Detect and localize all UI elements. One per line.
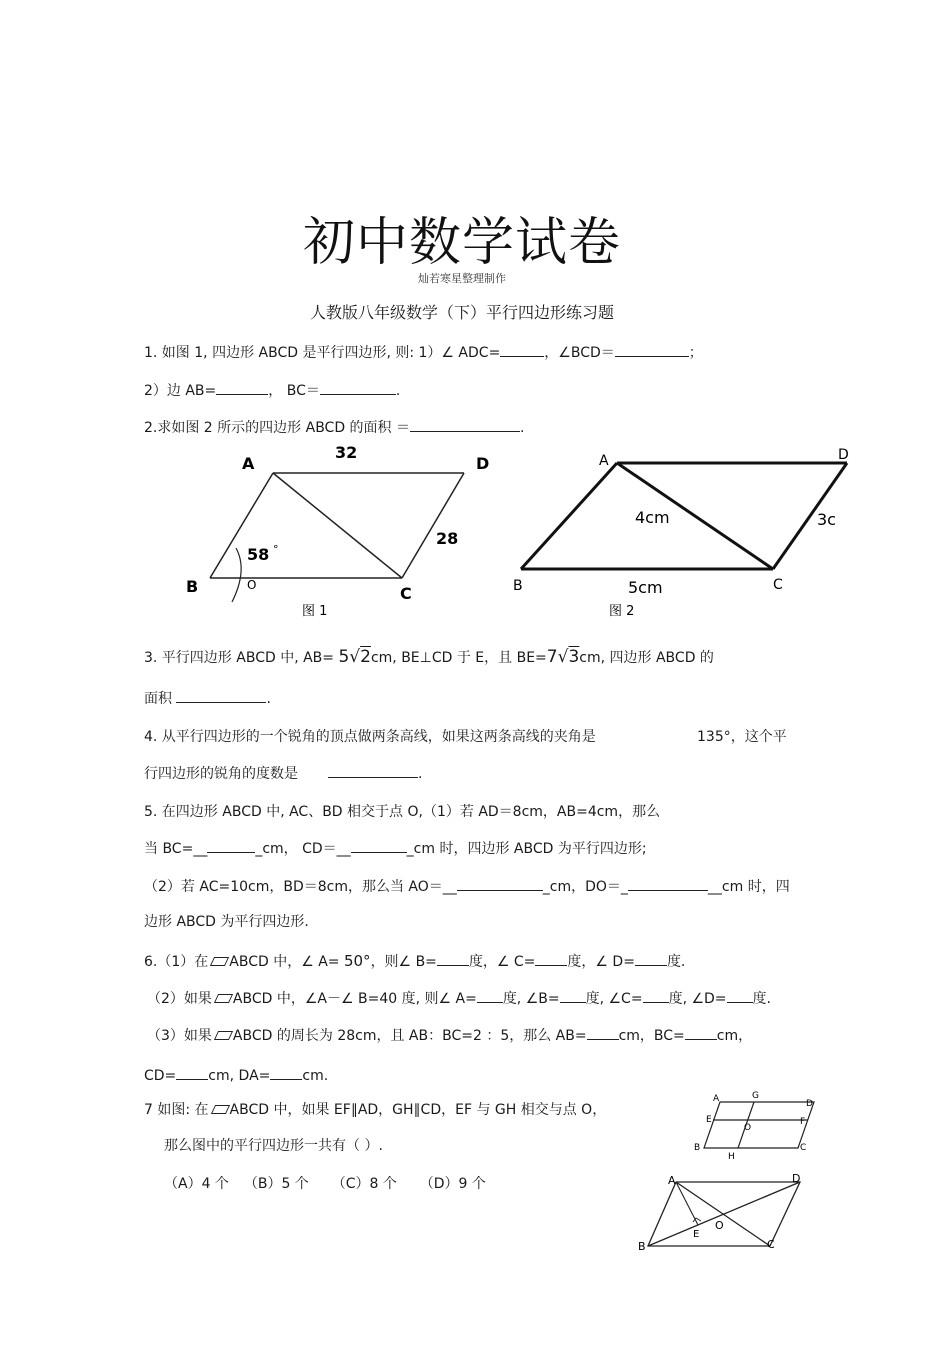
fig4-diagonal-bd — [648, 1182, 800, 1246]
fig1-diagonal-ac — [273, 473, 402, 578]
fig3-label-g: G — [752, 1091, 759, 1101]
fig4-label-a: A — [668, 1174, 676, 1187]
question-6-part-3: （3）如果 ABCD 的周长为 28cm，且 AB：BC=2 ：5，那么 AB= cm，BC= cm， — [147, 1025, 752, 1045]
figure-2 — [505, 444, 865, 626]
question-5-line-2: 当 BC=__ _cm， CD＝__ _cm 时，四边形 ABCD 为平行四边形; — [144, 838, 647, 858]
fig3-label-e: E — [706, 1115, 712, 1125]
blank-p4-da[interactable] — [270, 1065, 302, 1080]
question-1-line-2: 2）边 AB= ， BC＝ . — [144, 380, 400, 400]
option-a[interactable]: （A）4 个 — [164, 1176, 229, 1192]
figure-3 — [688, 1086, 828, 1162]
question-6-part-1: 6.（1）在 ABCD 中，∠ A= 50°，则∠ B= 度，∠ C= 度，∠ D= 度. — [144, 952, 686, 970]
page-title: 初中数学试卷 — [302, 213, 621, 273]
blank-p2-c[interactable] — [643, 988, 669, 1003]
question-2: 2.求如图 2 所示的四边形 ABCD 的面积 ＝ . — [144, 417, 524, 437]
fig2-label-a: A — [599, 453, 609, 469]
fig4-label-d: D — [792, 1172, 801, 1185]
blank-p4-cd[interactable] — [176, 1065, 208, 1080]
parallelogram-icon — [210, 1105, 229, 1114]
question-3-line-1: 3. 平行四边形 ABCD 中, AB= 5√2cm, BE⊥CD 于 E，且 BE=7√3cm, 四边形 ABCD 的 — [144, 647, 714, 667]
fig2-label-bottom: 5cm — [628, 578, 663, 597]
ab-value: 5√2 — [338, 647, 371, 667]
question-5-line-1: 5. 在四边形 ABCD 中, AC、BD 相交于点 O,（1）若 AD＝8cm，AB=4cm，那么 — [144, 804, 661, 820]
be-value: 7√3 — [546, 647, 580, 667]
question-4-angle: 135°，这个平 — [697, 729, 787, 745]
question-6-part-2: （2）如果 ABCD 中，∠A－∠ B=40 度, 则∠ A= 度, ∠B= 度, ∠C= 度, ∠D= 度. — [147, 988, 771, 1008]
blank-acute-angle[interactable] — [328, 763, 418, 778]
question-3-line-2: 面积 . — [144, 688, 271, 708]
blank-p2-d[interactable] — [727, 988, 753, 1003]
question-6-part-4: CD= cm, DA= cm. — [144, 1065, 328, 1085]
parallelogram-icon — [214, 1031, 233, 1040]
fig3-label-o: O — [744, 1123, 752, 1133]
fig3-label-a: A — [713, 1094, 720, 1104]
question-5-line-3: （2）若 AC=10cm，BD＝8cm，那么当 AO＝__ _cm，DO＝_ __cm 时，四 — [144, 876, 790, 896]
fig3-label-d: D — [806, 1099, 813, 1109]
fig1-label-o: O — [247, 578, 257, 592]
blank-p2-a[interactable] — [477, 988, 503, 1003]
blank-adc[interactable] — [500, 342, 544, 357]
option-d[interactable]: （D）9 个 — [419, 1176, 486, 1192]
blank-angle-b[interactable] — [437, 951, 469, 966]
blank-bcd[interactable] — [615, 342, 689, 357]
question-7-line-2: 那么图中的平行四边形一共有（ ）. — [164, 1138, 383, 1154]
blank-cd-q5[interactable] — [351, 838, 407, 853]
blank-p3-ab[interactable] — [587, 1025, 619, 1040]
question-5-line-4: 边形 ABCD 为平行四边形. — [144, 914, 309, 930]
fig3-label-h: H — [728, 1152, 735, 1162]
fig1-label-b: B — [186, 577, 199, 596]
blank-area[interactable] — [410, 417, 520, 432]
fig1-label-d: D — [476, 454, 490, 473]
fig1-label-angle: 58 — [247, 545, 270, 564]
fig1-label-side: 28 — [436, 529, 459, 548]
fig3-label-f: F — [800, 1117, 806, 1127]
fig1-caption: 图 1 — [302, 604, 328, 619]
question-1-line-1: 1. 如图 1, 四边形 ABCD 是平行四边形, 则: 1）∠ ADC= ，∠BCD＝ ； — [144, 342, 703, 362]
parallelogram-icon — [210, 957, 229, 966]
fig1-label-a: A — [242, 454, 255, 473]
figure-4 — [630, 1166, 810, 1258]
blank-p3-bc[interactable] — [685, 1025, 717, 1040]
fig1-label-c: C — [400, 584, 412, 603]
fig4-segment-ae — [676, 1182, 698, 1225]
question-4-line-2: 行四边形的锐角的度数是 . — [144, 763, 422, 783]
fig1-label-degree: ° — [273, 543, 279, 556]
parallelogram-icon — [214, 994, 233, 1003]
blank-angle-c[interactable] — [535, 951, 567, 966]
option-b[interactable]: （B）5 个 — [243, 1176, 309, 1192]
fig2-label-d: D — [838, 447, 849, 463]
fig3-label-b: B — [694, 1143, 701, 1153]
fig3-label-c: C — [800, 1143, 807, 1153]
question-7-options — [164, 1175, 486, 1193]
fig2-edge-ab — [521, 463, 617, 569]
blank-bc-q5[interactable] — [207, 838, 255, 853]
fig2-label-c: C — [773, 577, 783, 593]
fig4-label-b: B — [638, 1240, 646, 1253]
fig1-angle-arc — [232, 548, 241, 602]
fig4-label-c: C — [767, 1238, 775, 1251]
blank-ab[interactable] — [216, 380, 268, 395]
blank-do[interactable] — [628, 876, 708, 891]
fig4-label-o: O — [715, 1219, 724, 1232]
blank-angle-d[interactable] — [635, 951, 667, 966]
fig2-label-diag: 4cm — [635, 508, 670, 527]
fig2-label-b: B — [513, 578, 523, 594]
figure-1 — [180, 440, 500, 625]
option-c[interactable]: （C）8 个 — [331, 1176, 397, 1192]
question-7-line-1: 7 如图: 在 ABCD 中，如果 EF∥AD，GH∥CD，EF 与 GH 相交与点 O， — [144, 1102, 607, 1118]
blank-bc[interactable] — [320, 380, 396, 395]
blank-area-q3[interactable] — [176, 688, 266, 703]
fig2-caption: 图 2 — [609, 604, 635, 619]
blank-ao[interactable] — [457, 876, 543, 891]
question-4-line-1: 4. 从平行四边形的一个锐角的顶点做两条高线，如果这两条高线的夹角是 — [144, 729, 596, 745]
fig1-edge-cd — [402, 473, 464, 578]
fig3-parallelogram — [704, 1102, 814, 1148]
fig4-label-e: E — [693, 1229, 700, 1240]
fig2-label-side: 3c — [817, 510, 836, 529]
blank-p2-b[interactable] — [560, 988, 586, 1003]
fig1-label-top: 32 — [335, 443, 358, 462]
section-title: 人教版八年级数学（下）平行四边形练习题 — [309, 303, 614, 322]
page-subtitle: 灿若寒星整理制作 — [418, 272, 506, 285]
